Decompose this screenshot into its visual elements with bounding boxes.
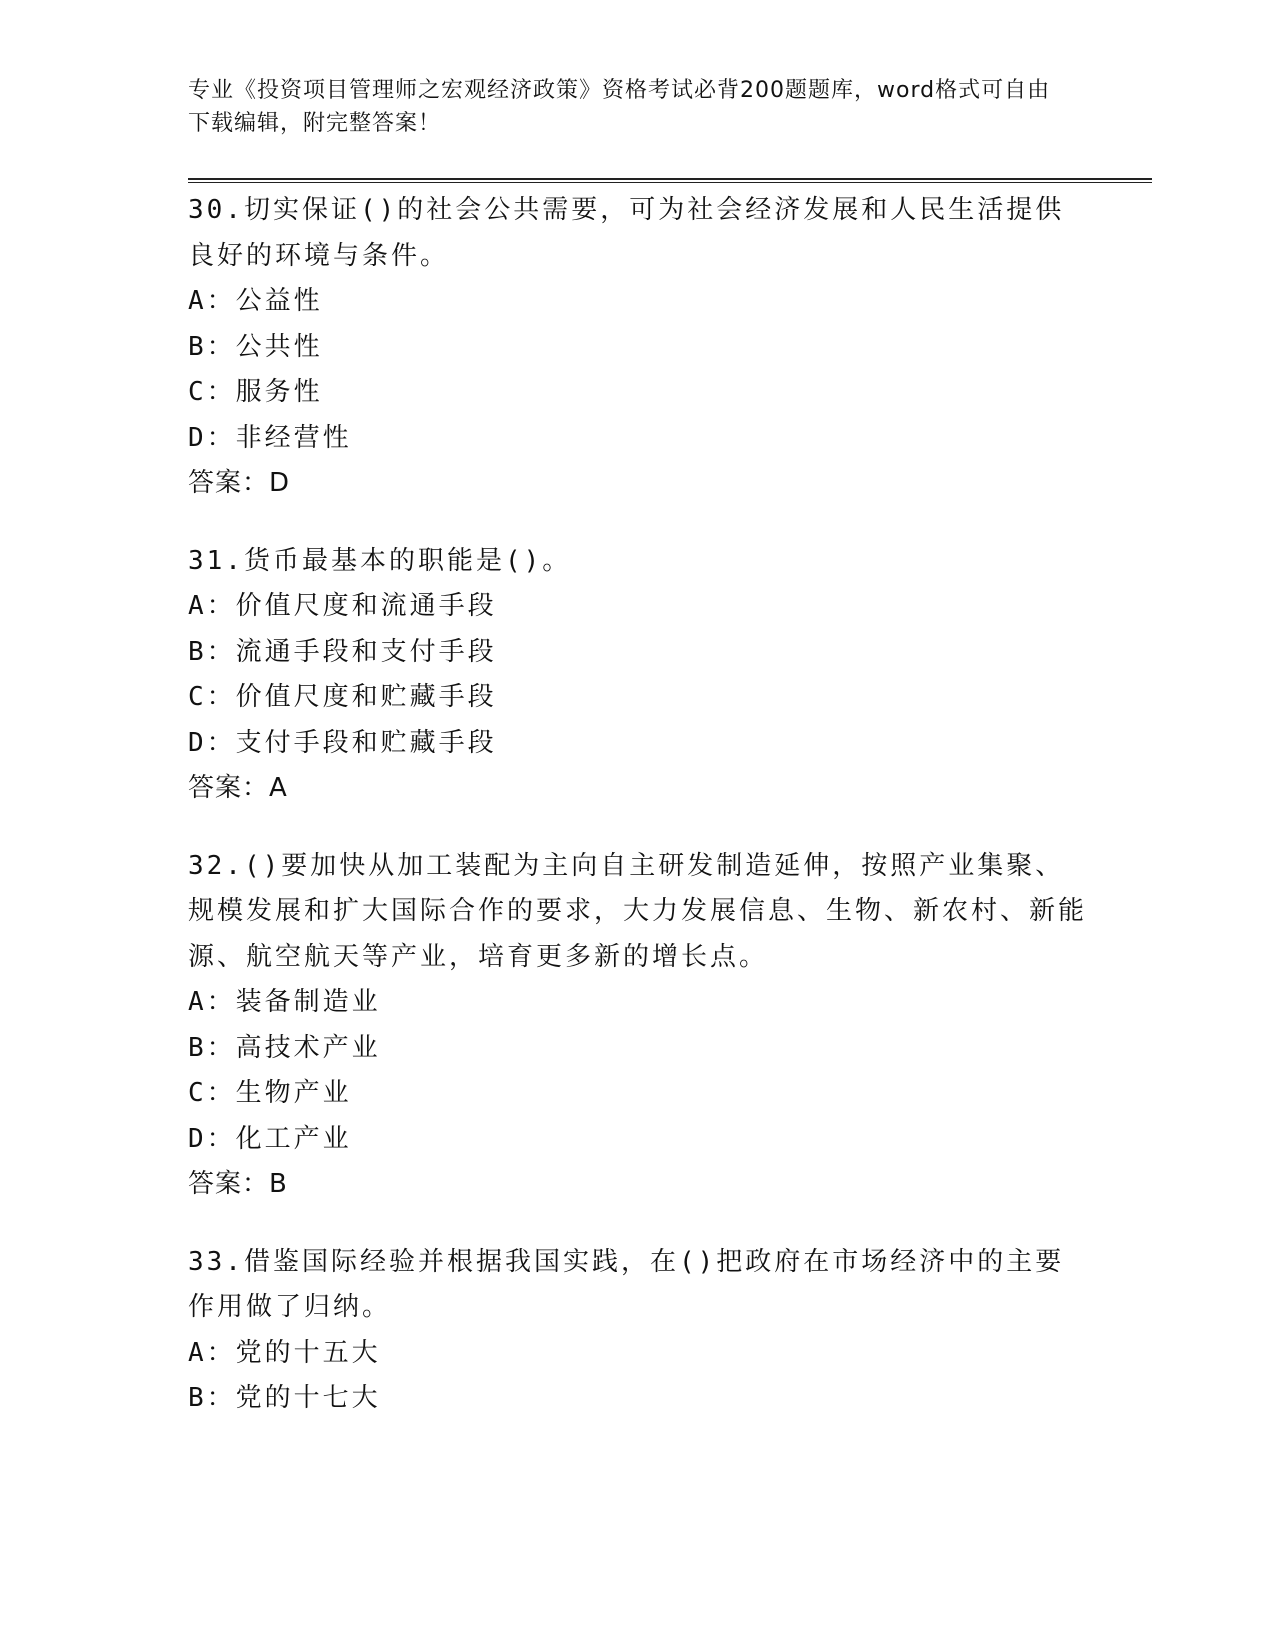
option-b: B：党的十七大 xyxy=(188,1383,381,1413)
option-d: D：非经营性 xyxy=(188,422,352,453)
answer: 答案：D xyxy=(188,468,291,498)
question-32 xyxy=(188,844,1088,1208)
answer: 答案：A xyxy=(188,773,288,803)
question-31 xyxy=(188,539,1088,812)
option-d: D：支付手段和贮藏手段 xyxy=(188,727,497,758)
question-text: 31.货币最基本的职能是()。 xyxy=(188,545,572,576)
option-a: A：装备制造业 xyxy=(188,987,381,1017)
question-text: 33.借鉴国际经验并根据我国实践，在()把政府在市场经济中的主要作用做了归纳。 xyxy=(188,1246,1065,1322)
option-d: D：化工产业 xyxy=(188,1123,352,1154)
header-divider xyxy=(188,178,1152,183)
option-a: A：公益性 xyxy=(188,286,323,316)
option-a: A：价值尺度和流通手段 xyxy=(188,591,497,621)
option-b: B：公共性 xyxy=(188,331,323,362)
answer: 答案：B xyxy=(188,1169,288,1199)
option-b: B：流通手段和支付手段 xyxy=(188,636,497,667)
question-33 xyxy=(188,1240,1088,1422)
option-a: A：党的十五大 xyxy=(188,1337,381,1368)
option-b: B：高技术产业 xyxy=(188,1032,381,1063)
question-list xyxy=(188,188,1088,1454)
option-c: C：服务性 xyxy=(188,377,323,407)
question-30 xyxy=(188,188,1088,507)
option-c: C：价值尺度和贮藏手段 xyxy=(188,682,497,712)
question-text: 32.()要加快从加工装配为主向自主研发制造延伸，按照产业集聚、规模发展和扩大国际合作的要求，大力发展信息、生物、新农村、新能源、航空航天等产业，培育更多新的增长点。 xyxy=(188,850,1088,972)
option-c: C：生物产业 xyxy=(188,1078,352,1108)
question-text: 30.切实保证()的社会公共需要，可为社会经济发展和人民生活提供良好的环境与条件。 xyxy=(188,195,1065,271)
document-header: 专业《投资项目管理师之宏观经济政策》资格考试必背200题题库，word格式可自由下载编辑，附完整答案！ xyxy=(188,78,1051,136)
